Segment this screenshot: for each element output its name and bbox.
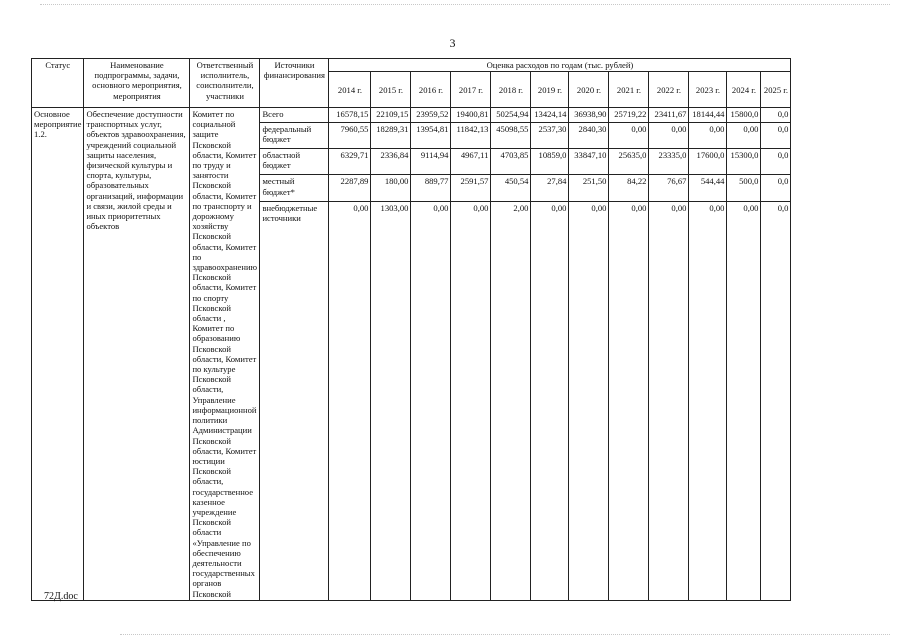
- responsible-cell: Комитет по социальной защите Псковской области, Комитет по труду и занятости Псковской области, Комитет по транспорту и дорожному хозяйству Псковской области, Комитет по здравоохранению Псковской области, Комитет по спорту Псковской области , Комитет по образованию Псковской области, Комитет по культуре Псковской области, Управление информационной политики Администрации Псковской области, Комитет юстиции Псковской области, государственное казенное учреждение Псковской области «Управление по обеспечению деятельности государственных органов Псковской: [190, 108, 260, 601]
- value-cell: 15800,0: [727, 108, 761, 123]
- value-cell: 15300,0: [727, 149, 761, 175]
- header-year: 2019 г.: [531, 72, 569, 108]
- value-cell: 23335,0: [649, 149, 689, 175]
- header-responsible: Ответственный исполнитель, соисполнители, участники: [190, 59, 260, 108]
- header-year: 2025 г.: [761, 72, 791, 108]
- header-year: 2023 г.: [689, 72, 727, 108]
- value-cell: 0,00: [411, 201, 451, 600]
- source-cell: областной бюджет: [260, 149, 329, 175]
- value-cell: 0,00: [689, 122, 727, 148]
- value-cell: 76,67: [649, 175, 689, 201]
- source-cell: внебюджетные источники: [260, 201, 329, 600]
- value-cell: 18144,44: [689, 108, 727, 123]
- header-row-1: [32, 59, 791, 72]
- value-cell: 0,00: [451, 201, 491, 600]
- status-cell: Основное мероприятие 1.2.: [32, 108, 84, 601]
- header-estimate: Оценка расходов по годам (тыс. рублей): [329, 59, 791, 72]
- value-cell: 19400,81: [451, 108, 491, 123]
- value-cell: 25719,22: [609, 108, 649, 123]
- value-cell: 17600,0: [689, 149, 727, 175]
- value-cell: 45098,55: [491, 122, 531, 148]
- value-cell: 7960,55: [329, 122, 371, 148]
- name-cell: Обеспечение доступности транспортных услуг, объектов здравоохранения, учреждений социальной защиты населения, физической культуры и спорта, культуры, образовательных организаций, информации и связи, жилой среды и иных приоритетных объектов: [84, 108, 190, 601]
- value-cell: 889,77: [411, 175, 451, 201]
- value-cell: 27,84: [531, 175, 569, 201]
- header-year: 2017 г.: [451, 72, 491, 108]
- value-cell: 25635,0: [609, 149, 649, 175]
- value-cell: 0,00: [649, 201, 689, 600]
- footer-filename: 72Д.doc: [44, 591, 78, 602]
- value-cell: 2840,30: [569, 122, 609, 148]
- value-cell: 450,54: [491, 175, 531, 201]
- header-year: 2022 г.: [649, 72, 689, 108]
- value-cell: 544,44: [689, 175, 727, 201]
- header-year: 2015 г.: [371, 72, 411, 108]
- value-cell: 0,0: [761, 122, 791, 148]
- header-year: 2024 г.: [727, 72, 761, 108]
- header-year: 2014 г.: [329, 72, 371, 108]
- value-cell: 0,00: [727, 122, 761, 148]
- value-cell: 6329,71: [329, 149, 371, 175]
- value-cell: 0,00: [649, 122, 689, 148]
- value-cell: 84,22: [609, 175, 649, 201]
- value-cell: 2,00: [491, 201, 531, 600]
- value-cell: 16578,15: [329, 108, 371, 123]
- value-cell: 2287,89: [329, 175, 371, 201]
- header-year: 2018 г.: [491, 72, 531, 108]
- value-cell: 0,00: [609, 122, 649, 148]
- value-cell: 9114,94: [411, 149, 451, 175]
- value-cell: 13954,81: [411, 122, 451, 148]
- value-cell: 0,0: [761, 108, 791, 123]
- source-cell: Всего: [260, 108, 329, 123]
- scan-edge-bottom: [120, 634, 890, 636]
- value-cell: 0,0: [761, 201, 791, 600]
- value-cell: 11842,13: [451, 122, 491, 148]
- value-cell: 180,00: [371, 175, 411, 201]
- value-cell: 4967,11: [451, 149, 491, 175]
- value-cell: 0,0: [761, 175, 791, 201]
- header-name: Наименование подпрограммы, задачи, основного мероприятия, мероприятия: [84, 59, 190, 108]
- value-cell: 18289,31: [371, 122, 411, 148]
- value-cell: 22109,15: [371, 108, 411, 123]
- value-cell: 36938,90: [569, 108, 609, 123]
- value-cell: 10859,0: [531, 149, 569, 175]
- value-cell: 1303,00: [371, 201, 411, 600]
- page-number: 3: [449, 36, 456, 50]
- header-year: 2016 г.: [411, 72, 451, 108]
- value-cell: 4703,85: [491, 149, 531, 175]
- value-cell: 0,00: [609, 201, 649, 600]
- value-cell: 23411,67: [649, 108, 689, 123]
- header-year: 2020 г.: [569, 72, 609, 108]
- value-cell: 2537,30: [531, 122, 569, 148]
- scan-edge-top: [40, 4, 890, 6]
- expenses-table: [31, 58, 791, 601]
- value-cell: 50254,94: [491, 108, 531, 123]
- value-cell: 251,50: [569, 175, 609, 201]
- value-cell: 2336,84: [371, 149, 411, 175]
- value-cell: 0,00: [531, 201, 569, 600]
- header-year: 2021 г.: [609, 72, 649, 108]
- value-cell: 0,00: [329, 201, 371, 600]
- value-cell: 23959,52: [411, 108, 451, 123]
- value-cell: 0,00: [727, 201, 761, 600]
- table-row: [32, 108, 791, 123]
- value-cell: 0,0: [761, 149, 791, 175]
- value-cell: 2591,57: [451, 175, 491, 201]
- value-cell: 0,00: [689, 201, 727, 600]
- header-status: Статус: [32, 59, 84, 108]
- value-cell: 500,0: [727, 175, 761, 201]
- value-cell: 13424,14: [531, 108, 569, 123]
- header-sources: Источники финансирования: [260, 59, 329, 108]
- source-cell: федеральный бюджет: [260, 122, 329, 148]
- value-cell: 0,00: [569, 201, 609, 600]
- source-cell: местный бюджет*: [260, 175, 329, 201]
- value-cell: 33847,10: [569, 149, 609, 175]
